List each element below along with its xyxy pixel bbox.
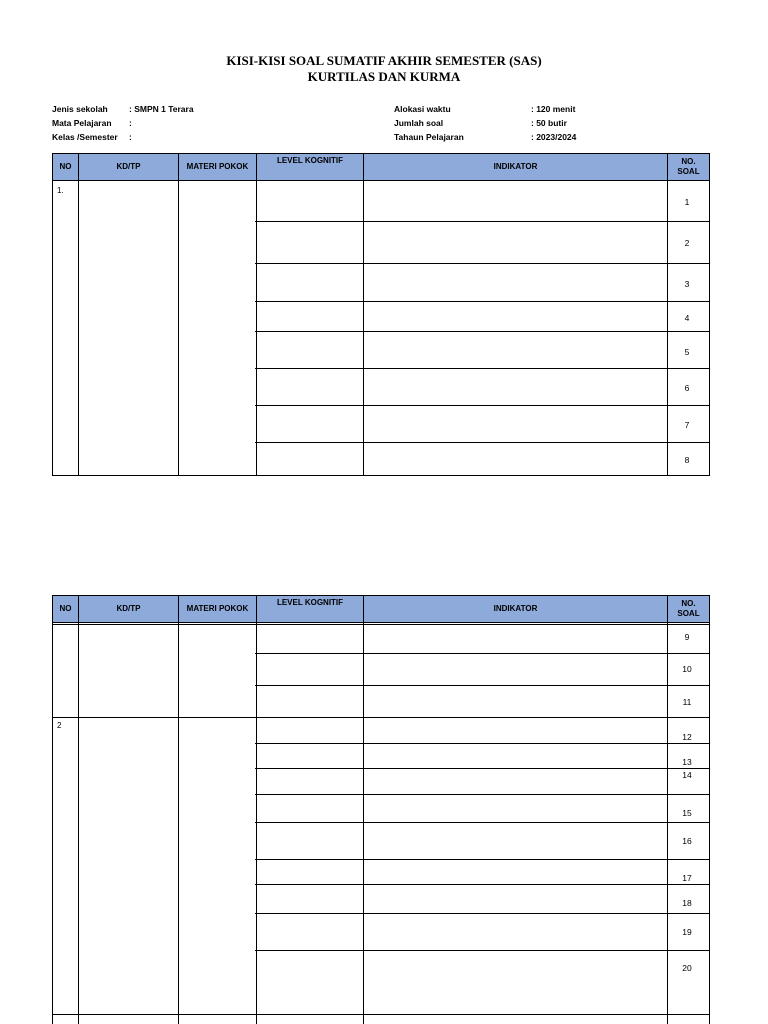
col-divider [78,622,79,1024]
row-divider [52,622,710,623]
question-number: 8 [684,455,690,465]
info-value-tahun-pelajaran: : 2023/2024 [531,132,577,142]
info-value-mata-pelajaran: : [129,118,132,128]
row-divider [255,884,709,885]
question-number: 1 [684,197,690,207]
row-divider [255,950,709,951]
row-divider [52,624,710,625]
info-label-kelas-semester: Kelas /Semester [52,132,118,142]
question-number: 18 [682,898,692,908]
info-value-jenis-sekolah: : SMPN 1 Terara [129,104,194,114]
row-divider [255,263,709,264]
question-number: 4 [684,313,690,323]
document-title: KISI-KISI SOAL SUMATIF AKHIR SEMESTER (SAS) [226,53,542,68]
row-divider [255,743,709,744]
row-divider [255,913,709,914]
question-number: 20 [682,963,692,973]
header-no-soal [668,596,709,622]
header-level-kognitif: LEVEL KOGNITIF [257,596,364,622]
header-no: NO [53,154,79,180]
header-kd-tp: KD/TP [79,596,179,622]
table1-body [52,180,710,476]
row-divider [255,442,709,443]
header-indikator: INDIKATOR [364,154,668,180]
question-number: 3 [684,279,690,289]
row-divider [255,405,709,406]
row-divider [255,794,709,795]
question-number: 6 [684,383,690,393]
row-no-label: 2 [57,721,62,730]
question-number: 5 [684,347,690,357]
table2-header [52,595,710,623]
table-bottom-border [52,475,710,476]
col-divider [363,622,364,1024]
row-divider [255,822,709,823]
row-divider [255,653,709,654]
question-number: 2 [684,238,690,248]
info-value-jumlah-soal: : 50 butir [531,118,567,128]
question-number: 11 [682,697,692,707]
question-number: 13 [682,757,692,767]
question-number: 15 [682,808,692,818]
info-label-jumlah-soal: Jumlah soal [394,118,444,128]
row-divider [255,221,709,222]
document-subtitle: KURTILAS DAN KURMA [307,69,461,84]
header-materi-pokok: MATERI POKOK [179,596,257,622]
table1-header [52,153,710,181]
col-divider [256,180,257,476]
header-materi-pokok: MATERI POKOK [179,154,257,180]
col-divider [256,622,257,1024]
question-number: 16 [682,836,692,846]
row-divider [255,685,709,686]
header-no-soal-line2: SOAL [677,609,700,618]
question-number: 14 [682,770,692,780]
info-value-alokasi-waktu: : 120 menit [531,104,576,114]
row-divider [52,1014,710,1015]
info-label-mata-pelajaran: Mata Pelajaran [52,118,112,128]
info-label-tahun-pelajaran: Tahaun Pelajaran [394,132,464,142]
row-divider [52,180,710,181]
row-divider [255,301,709,302]
header-no-soal [668,154,709,180]
header-no-soal-line2: SOAL [677,167,700,176]
header-no: NO [53,596,79,622]
row-divider [255,768,709,769]
col-divider [78,180,79,476]
question-number: 7 [684,420,690,430]
col-divider [667,180,668,476]
header-no-soal-line1: NO. [681,157,696,166]
row-divider [255,859,709,860]
question-number: 19 [682,927,692,937]
header-kd-tp: KD/TP [79,154,179,180]
col-divider [178,622,179,1024]
header-indikator: INDIKATOR [364,596,668,622]
row-divider [255,331,709,332]
header-level-kognitif: LEVEL KOGNITIF [257,154,364,180]
col-divider [178,180,179,476]
info-value-kelas-semester: : [129,132,132,142]
col-divider [363,180,364,476]
row-divider [52,717,710,718]
question-number: 17 [682,873,692,883]
header-no-soal-line1: NO. [681,599,696,608]
row-divider [255,368,709,369]
row-no-label: 1. [57,186,64,195]
info-label-jenis-sekolah: Jenis sekolah [52,104,108,114]
question-number: 12 [682,732,692,742]
question-number: 9 [684,632,690,642]
table2-body [52,622,710,1024]
info-label-alokasi-waktu: Alokasi waktu [394,104,451,114]
question-number: 10 [682,664,692,674]
